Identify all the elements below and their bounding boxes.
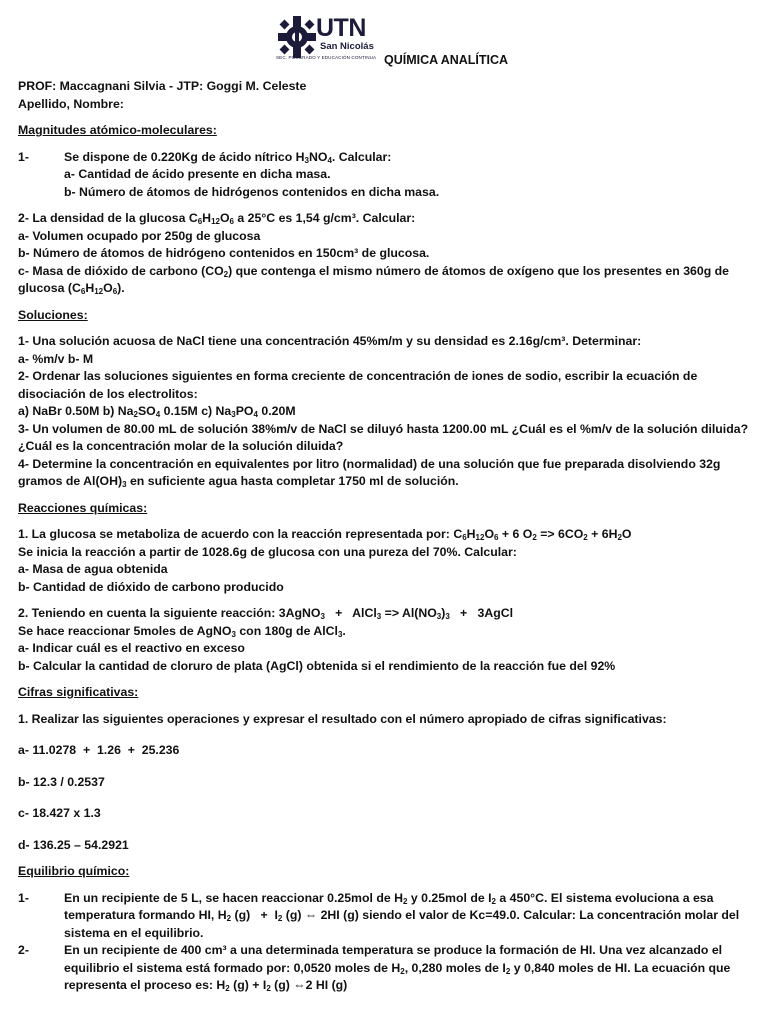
- question-3-2: 2. Teniendo en cuenta la siguiente reacción: 3AgNO$_3$ + AlCl$_3$ => $Al(NO_3)_3$ + 3AgCl: [18, 606, 514, 621]
- question-5-1: 1- En un recipiente de 5 L, se hacen reaccionar 0.25mol de $H_2$ y 0.25mol de $I_2$ a 450°C. El sistema evoluciona a esa temperatura formando HI, $H_2$ $(g) + I_2$ (g) ⇔ 2HI (g) siendo el valor de Kc=49.0. Calcular: La concentración molar del sistema en el equilibrio.: [18, 890, 740, 940]
- question-1-1-b: b- Número de átomos de hidrógenos contenidos en dicha masa.: [64, 184, 440, 199]
- question-3-1-b: b- Cantidad de dióxido de carbono producido: [18, 579, 284, 594]
- question-1-2-a: a- Volumen ocupado por 250g de glucosa: [18, 228, 261, 243]
- question-1-2-b: b- Número de átomos de hidrógeno contenidos en 150cm³ de glucosa.: [18, 246, 430, 260]
- question-1-1-a: a- Cantidad de ácido presente en dicha masa.: [64, 167, 331, 181]
- question-5-2: 2- En un recipiente de 400 cm³ a una determinada temperatura se produce la formación de HI. Una vez alcanzado el equilibrio el sistema está formado por: 0,0520 moles de $H_2$, 0,280 moles de $I_2$ y 0,840 moles de HI. La ecuación que representa el proceso es: $H_2$ $(g) + I_2$ (g) ⇔2 HI (g): [18, 943, 731, 993]
- question-4-1: 1. Realizar las siguientes operaciones y expresar el resultado con el número apropiado de cifras significativas:: [18, 711, 667, 726]
- question-number: 2-: [18, 943, 29, 957]
- prof-line: PROF: Maccagnani Silvia - JTP: Goggi M. Celeste: [18, 79, 307, 93]
- question-3-2-b: b- Calcular la cantidad de cloruro de plata (AgCl) obtenida si el rendimiento de la reacción fue del 92%: [18, 658, 616, 673]
- question-4-1-c: c- 18.427 x 1.3: [18, 806, 101, 820]
- question-2-1-ab: a- %m/v b- M: [18, 351, 94, 366]
- question-4-1-b: b- 12.3 / 0.2537: [18, 774, 105, 789]
- question-3-2-line2: Se hace reaccionar 5moles de AgNO$_3$ con 180g de AlCl$_3$.: [18, 623, 346, 639]
- section-heading-soluciones: Soluciones:: [18, 307, 88, 322]
- section-heading-cifras: Cifras significativas:: [18, 685, 139, 699]
- subject-title: QUÍMICA ANALÍTICA: [384, 53, 509, 67]
- question-4-1-d: d- 136.25 – 54.2921: [18, 837, 129, 852]
- question-4-1-a: a- 11.0278 + 1.26 + 25.236: [18, 743, 180, 757]
- logo-text: UTN: [316, 14, 366, 42]
- question-1-1: 1- Se dispone de 0.220Kg de ácido nítrico $H_3NO_4$. Calcular:: [18, 149, 392, 165]
- question-3-1-line2: Se inicia la reacción a partir de 1028.6g de glucosa con una pureza del 70%. Calcular:: [18, 544, 517, 559]
- question-2-1: 1- Una solución acuosa de NaCl tiene una concentración 45%m/m y su densidad es 2.16g/cm³. Determinar:: [18, 334, 642, 348]
- section-heading-magnitudes: Magnitudes atómico-moleculares:: [18, 123, 217, 137]
- question-2-2: 2- Ordenar las soluciones siguientes en forma creciente de concentración de iones de sodio, escribir la ecuación de disociación de los electrolitos:: [18, 369, 698, 401]
- question-1-2-c: c- Masa de dióxido de carbono $(CO_2)$ que contenga el mismo número de átomos de oxígeno que los presentes en 360g de glucosa $(C_6H_{12}O_6)$.: [18, 263, 729, 296]
- question-2-4: 4- Determine la concentración en equivalentes por litro (normalidad) de una solución que fue preparada disolviendo 32g gramos de $Al(OH)_3$ en suficiente agua hasta completar 1750 ml de solución.: [18, 456, 721, 489]
- question-number: 1-: [18, 149, 29, 164]
- logo-subtitle: SEC. POSGRADO Y EDUCACIÓN CONTINUA: [276, 55, 377, 60]
- question-2-2-options: a) NaBr 0.50M b) $Na_2SO_4$ 0.15M c) $Na_3PO_4$ 0.20M: [18, 404, 296, 419]
- logo-city: San Nicolás: [320, 41, 374, 52]
- question-3-1: 1. La glucosa se metaboliza de acuerdo con la reacción representada por: $C_6H_{12}O_6 + 6$ $O_2 => 6CO_2 + 6H_2O$: [18, 527, 632, 542]
- document-body: [18, 78, 754, 995]
- question-number: 1-: [18, 890, 29, 905]
- section-heading-equilibrio: Equilibrio químico:: [18, 864, 130, 878]
- question-2-3: 3- Un volumen de 80.00 mL de solución 38%m/v de NaCl se diluyó hasta 1200.00 mL ¿Cuál es el %m/v de la solución diluida? ¿Cuál es la concentración molar de la solución diluida?: [18, 421, 749, 453]
- utn-logo: [276, 14, 386, 70]
- question-1-2: 2- La densidad de la glucosa $C_6H_{12}O_6$ a 25°C es 1,54 g/cm³. Calcular:: [18, 211, 416, 226]
- question-3-1-a: a- Masa de agua obtenida: [18, 562, 168, 576]
- gear-logo-icon: [278, 16, 316, 58]
- name-line: Apellido, Nombre:: [18, 96, 124, 111]
- section-heading-reacciones: Reacciones químicas:: [18, 500, 148, 515]
- question-3-2-a: a- Indicar cuál es el reactivo en exceso: [18, 641, 245, 655]
